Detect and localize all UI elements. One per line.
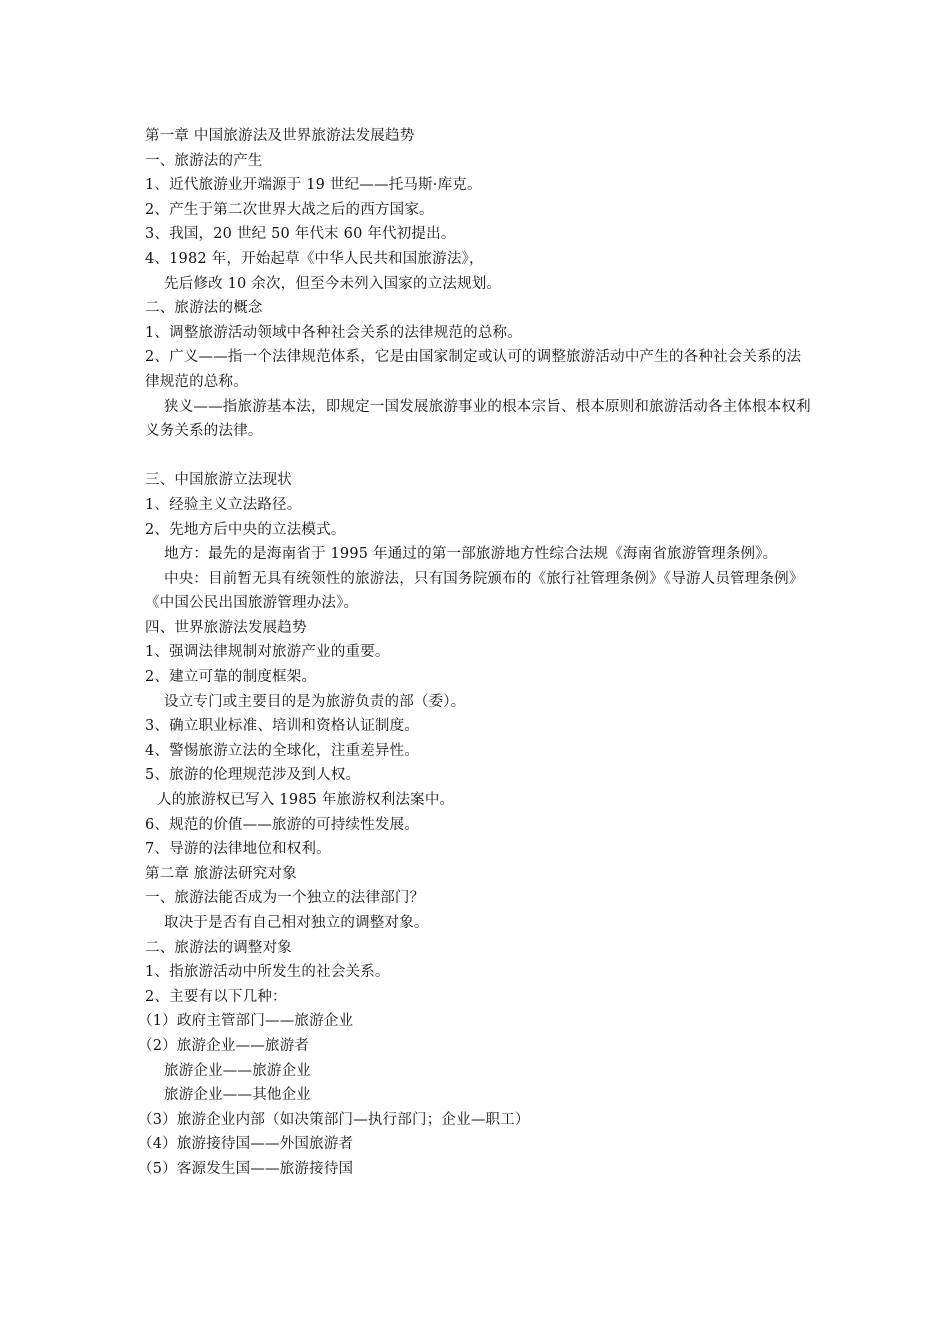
section-heading: 二、旅游法的调整对象: [145, 939, 292, 956]
list-item: 2、产生于第二次世界大战之后的西方国家。: [145, 201, 434, 218]
list-item: 4、1982 年，开始起草《中华人民共和国旅游法》，: [145, 250, 484, 267]
paragraph: 地方：最先的是海南省于 1995 年通过的第一部旅游地方性综合法规《海南省旅游管理条例》。: [164, 546, 778, 563]
section-heading: 四、世界旅游法发展趋势: [145, 619, 307, 636]
list-item: 1、近代旅游业开端源于 19 世纪——托马斯·库克。: [145, 177, 482, 194]
sub-list-item-continuation: 旅游企业——旅游企业: [164, 1062, 311, 1079]
sub-list-item: （1）政府主管部门——旅游企业: [138, 1013, 354, 1030]
blank-line: [145, 444, 811, 469]
list-item-continuation: 人的旅游权已写入 1985 年旅游权利法案中。: [157, 792, 455, 809]
chapter-1-title: 第一章 中国旅游法及世界旅游法发展趋势: [145, 128, 415, 144]
list-item: 1、强调法律规制对旅游产业的重要。: [145, 644, 390, 661]
sub-list-item: （3）旅游企业内部（如决策部门—执行部门；企业—职工）: [138, 1111, 530, 1128]
sub-list-item: （4）旅游接待国——外国旅游者: [138, 1136, 354, 1153]
list-item: 2、主要有以下几种：: [145, 988, 287, 1005]
list-item: 1、指旅游活动中所发生的社会关系。: [145, 964, 390, 981]
sub-list-item: （5）客源发生国——旅游接待国: [138, 1160, 354, 1177]
list-item: 1、调整旅游活动领域中各种社会关系的法律规范的总称。: [145, 324, 522, 341]
list-item: 2、广义——指一个法律规范体系，它是由国家制定或认可的调整旅游活动中产生的各种社会关系的法律规范的总称。: [145, 349, 802, 390]
list-item: 6、规范的价值——旅游的可持续性发展。: [145, 816, 420, 833]
sub-list-item-continuation: 旅游企业——其他企业: [164, 1087, 311, 1104]
list-item: 1、经验主义立法路径。: [145, 496, 302, 513]
list-item: 2、先地方后中央的立法模式。: [145, 521, 346, 538]
section-heading: 二、旅游法的概念: [145, 300, 263, 317]
list-item: 2、建立可靠的制度框架。: [145, 669, 317, 686]
section-heading: 一、旅游法的产生: [145, 152, 263, 169]
list-item: 4、警惕旅游立法的全球化，注重差异性。: [145, 742, 420, 759]
list-item-continuation: 先后修改 10 余次，但至今未列入国家的立法规划。: [164, 275, 502, 292]
paragraph: 取决于是否有自己相对独立的调整对象。: [164, 915, 429, 931]
sub-list-item: （2）旅游企业——旅游者: [138, 1037, 310, 1054]
section-heading: 一、旅游法能否成为一个独立的法律部门？: [145, 890, 425, 907]
list-item-continuation: 设立专门或主要目的是为旅游负责的部（委）。: [164, 693, 466, 710]
list-item: 3、我国，20 世纪 50 年代末 60 年代初提出。: [145, 226, 456, 243]
chapter-2-title: 第二章 旅游法研究对象: [145, 865, 297, 882]
paragraph: 狭义——指旅游基本法，即规定一国发展旅游事业的根本宗旨、根本原则和旅游活动各主体根本权利义务关系的法律。: [145, 398, 811, 440]
section-heading: 三、中国旅游立法现状: [145, 472, 292, 489]
list-item: 7、导游的法律地位和权利。: [145, 841, 331, 858]
document-body: [138, 124, 811, 1182]
list-item: 5、旅游的伦理规范涉及到人权。: [145, 767, 361, 784]
paragraph: 中央：目前暂无具有统领性的旅游法，只有国务院颁布的《旅行社管理条例》《导游人员管理条例》《中国公民出国旅游管理办法》。: [145, 570, 804, 612]
list-item: 3、确立职业标准、培训和资格认证制度。: [145, 718, 420, 735]
